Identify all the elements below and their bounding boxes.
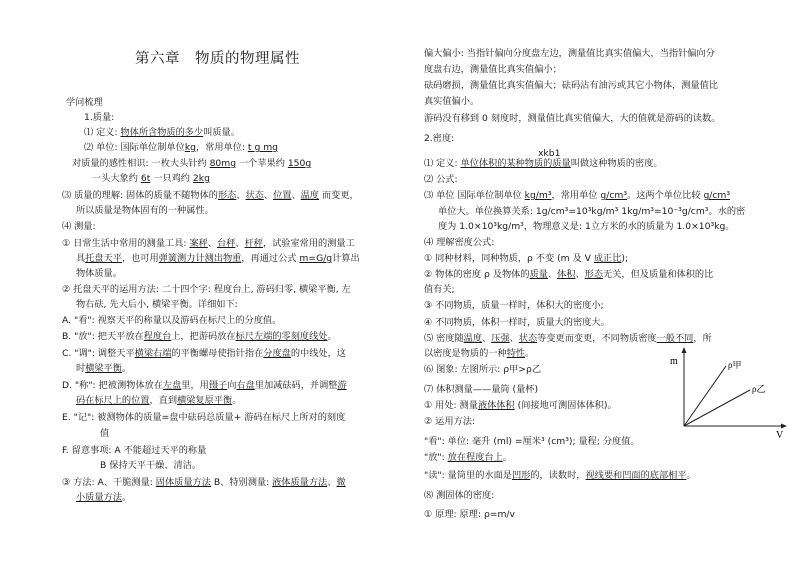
text-segment: ⑴ 定义:	[84, 127, 121, 138]
text-segment: ② 托盘天平的运用方法: 二十四个字: 程度台上, 游码归零, 横梁平衡, 左	[62, 284, 351, 295]
underlined-term: 横梁平衡	[85, 363, 122, 374]
text-segment: ，试验室常用的测量工	[262, 238, 355, 249]
text-segment: xkb1	[538, 148, 561, 159]
underlined-term: 物体所含物质的多少	[120, 127, 204, 138]
underlined-term: 案秤	[189, 238, 208, 249]
text-segment: ① 用处: 测量	[424, 400, 478, 411]
text-segment: 以密度是物质的一种	[424, 348, 507, 359]
left-line	[62, 348, 346, 360]
text-segment: F. 留意事项: A 不能超过天平的称量	[62, 445, 207, 456]
left-line	[84, 142, 278, 154]
text-segment: 具	[76, 253, 86, 264]
text-segment: 所以质量是物体固有的一种属性。	[76, 205, 214, 216]
underlined-term: 6t	[140, 173, 151, 184]
text-segment: B 保持天平干燥、清洁。	[100, 460, 202, 471]
right-line	[424, 64, 562, 76]
text-segment: (间接地可测固体体积)。	[514, 400, 617, 411]
underlined-term: 位置	[273, 190, 292, 201]
text-segment: ① 同种材料，同种物质，ρ 不变 (m 及 V	[424, 253, 594, 264]
underlined-term: kg/m³	[524, 190, 552, 201]
text-segment: ⑴ 定义:	[424, 158, 461, 169]
text-segment: ⑺ 体积测量——量筒 (量杯)	[424, 384, 539, 395]
right-line	[424, 400, 617, 412]
left-line	[76, 205, 214, 217]
text-segment: B. "放": 把天平放在	[62, 331, 144, 342]
underlined-term: 托盘天平	[85, 253, 122, 264]
underlined-term: 放在程度台上	[447, 452, 503, 463]
left-line	[76, 363, 131, 375]
text-segment: 里，用	[181, 380, 209, 391]
right-line	[424, 384, 538, 396]
text-segment: 偏大偏小: 当指针偏向分度盘左边，测量值比真实值偏大，当指针偏向分	[424, 48, 715, 59]
text-segment: ① 原理: 原理: ρ=m/v	[424, 509, 515, 520]
underlined-term: 150g	[287, 158, 312, 169]
text-segment: A. "看": 视察天平的称量以及游码在标尺上的分度值。	[62, 315, 282, 326]
underlined-term: 状态	[245, 190, 264, 201]
text-segment: ，常用单位	[551, 190, 601, 201]
right-line	[424, 490, 494, 502]
left-line	[76, 299, 238, 311]
underlined-term: 固体质量方法	[155, 477, 211, 488]
underlined-term: 横梁复原平衡	[177, 395, 233, 406]
right-line	[424, 416, 475, 428]
text-segment: 的平衡螺母使指针指在	[171, 348, 264, 359]
underlined-term: 形态	[217, 190, 237, 201]
left-line	[62, 315, 281, 327]
right-line	[424, 133, 454, 145]
label-rho-b: ρ乙	[752, 384, 766, 394]
text-segment: 的中线处，这	[290, 348, 346, 359]
underlined-term: 压强	[491, 333, 510, 344]
underlined-term: 左盘	[162, 380, 182, 391]
underlined-term: 横梁右端	[134, 348, 172, 359]
right-line	[424, 48, 715, 60]
text-segment: 、	[291, 190, 301, 201]
underlined-term: 小质量方法	[76, 492, 122, 503]
underlined-term: 温度	[300, 190, 319, 201]
text-segment: ，所	[693, 333, 712, 344]
text-segment: 一头大象约	[92, 173, 141, 184]
text-segment: ⑸ 密度随	[424, 333, 464, 344]
left-line	[62, 412, 345, 424]
text-segment: D. "称": 把被测物体放在	[62, 380, 163, 391]
underlined-term: 标尺左端的零刻度线处	[235, 331, 328, 342]
right-line	[424, 96, 479, 108]
x-arrow-icon	[781, 424, 787, 429]
text-segment: 度盘右边，测量值比真实值偏小；	[424, 64, 562, 75]
text-segment: 、	[547, 269, 558, 280]
underlined-term: 形态	[584, 269, 604, 280]
text-segment: 、	[235, 238, 245, 249]
underlined-term: 台秤	[217, 238, 236, 249]
right-line	[424, 80, 718, 92]
text-segment: 的，读数时，	[530, 470, 586, 481]
left-line	[62, 380, 347, 392]
text-segment: ③ 方法: A、干脆测量:	[62, 477, 156, 488]
text-segment: ⑶ 单位 国际单位制单位	[424, 190, 525, 201]
text-segment: 值	[100, 428, 110, 439]
left-line	[76, 268, 122, 280]
text-segment: ① 日常生活中常用的测量工具:	[62, 238, 190, 249]
text-segment: ④ 不同物质，体积一样时，质量大的密度大。	[424, 317, 610, 328]
text-segment: 。	[502, 452, 512, 463]
text-segment: 一个苹果约	[236, 158, 288, 169]
text-segment: ⑷ 理解密度公式:	[424, 237, 495, 248]
text-segment: 、	[236, 190, 246, 201]
left-line	[76, 395, 241, 407]
text-segment: 一只鸡约	[150, 173, 193, 184]
left-line	[92, 173, 210, 185]
text-segment: );	[621, 253, 629, 264]
right-line	[424, 269, 713, 281]
text-segment: "放":	[424, 452, 448, 463]
text-segment: 。	[232, 395, 242, 406]
left-line	[66, 97, 103, 109]
text-segment: 。	[121, 492, 132, 503]
left-line	[84, 127, 240, 139]
text-segment: ，也可用	[121, 253, 159, 264]
underlined-term: 液体体积	[477, 400, 515, 411]
right-line	[424, 364, 541, 376]
text-segment: 叫做这种物质的密度。	[570, 158, 663, 169]
text-segment: ② 物体的密度 ρ 及物体的	[424, 269, 530, 280]
text-segment: 单位大。单位换算关系: 1g/cm³=10³kg/m³ 1kg/m³=10⁻³g/cm³。水的密	[438, 206, 746, 217]
underlined-term: 微	[336, 477, 346, 488]
text-segment: 物右砝, 先大后小, 横梁平衡。详细如下:	[76, 299, 238, 310]
text-segment: 、	[482, 333, 492, 344]
underlined-term: 游	[337, 380, 347, 391]
underlined-term: t g mg	[247, 142, 278, 153]
text-segment: 、	[207, 238, 217, 249]
text-segment: 、	[327, 477, 337, 488]
left-line	[84, 112, 114, 124]
underlined-term: 弹簧测力计测出物重	[158, 253, 242, 264]
left-line	[100, 428, 109, 440]
underlined-term: 2kg	[192, 173, 210, 184]
text-segment: ③ 不同物质，质量一样时，体积大的密度小;	[424, 300, 604, 311]
text-segment: 、	[575, 269, 585, 280]
underlined-term: m=G/g	[299, 253, 333, 264]
left-line	[100, 460, 201, 472]
right-line	[424, 452, 512, 464]
text-segment: 值有关;	[424, 284, 455, 295]
text-segment: 。这两个单位比较	[627, 190, 704, 201]
text-segment: ⑵ 单位: 国际单位制单位	[84, 142, 185, 153]
right-line	[438, 221, 734, 233]
text-segment: ，常用单位:	[195, 142, 248, 153]
right-line	[424, 470, 696, 482]
right-line	[424, 190, 730, 202]
left-line	[62, 284, 351, 296]
underlined-term: 温度	[463, 333, 483, 344]
text-segment: 游码没有移到 0 刻度时，测量值比真实值偏大，大的值就是游码的读数。	[424, 113, 721, 124]
right-line	[424, 317, 610, 329]
text-segment: ，再通过公式	[241, 253, 300, 264]
underlined-term: 视线要和凹面的底部相平	[585, 470, 687, 481]
text-segment: ⑷ 测量:	[62, 221, 96, 232]
text-segment: ，直到	[149, 395, 178, 406]
text-segment: 学问梳理	[66, 97, 103, 108]
right-line	[424, 348, 534, 360]
right-line	[424, 509, 515, 521]
underlined-term: 分度盘	[263, 348, 291, 359]
underlined-term: 体积	[557, 269, 576, 280]
underlined-term: 杆秤	[244, 238, 263, 249]
underlined-term: 状态	[518, 333, 538, 344]
text-segment: 里加减砝码，并调整	[254, 380, 338, 391]
left-line	[62, 221, 96, 233]
text-segment: 。	[327, 331, 337, 342]
text-segment: 上，把游码放在	[171, 331, 236, 342]
right-line	[424, 237, 494, 249]
left-line	[72, 158, 311, 170]
right-line	[438, 206, 745, 218]
chapter-title: 第六章 物质的物理属性	[135, 51, 300, 67]
text-segment: 时	[76, 363, 86, 374]
text-segment: ⑶ 质量的理解: 固体的质量不随物体的	[62, 190, 218, 201]
left-line	[62, 190, 359, 202]
underlined-term: 程度台	[143, 331, 172, 342]
left-line	[62, 238, 355, 250]
right-line	[424, 113, 721, 125]
text-segment: 无关，但及质量和体积的比	[603, 269, 714, 280]
underlined-term: 镊子	[208, 380, 228, 391]
underlined-term: 一般不同	[656, 333, 694, 344]
underlined-term: 成正比	[593, 253, 622, 264]
text-segment: C. "调": 调整天平	[62, 348, 135, 359]
text-segment: 等变更而变更，不同物质密度	[537, 333, 657, 344]
underlined-term: 凹形	[511, 470, 531, 481]
text-segment: 叫质量。	[203, 127, 240, 138]
right-line	[424, 174, 458, 186]
underlined-term: kg	[184, 142, 196, 153]
text-segment: 向	[227, 380, 237, 391]
text-segment: 。	[686, 470, 696, 481]
left-line	[62, 331, 337, 343]
underlined-term: 液体质量方法	[272, 477, 328, 488]
y-arrow-icon	[682, 347, 687, 353]
x-axis-label: V	[776, 430, 784, 441]
left-line	[76, 492, 131, 504]
text-segment: 、	[263, 190, 274, 201]
text-segment: ⑵ 公式:	[424, 174, 458, 185]
right-line	[424, 284, 455, 296]
underlined-term: 单位体积的某种物质的质量	[460, 158, 571, 169]
label-rho-a: ρ甲	[728, 360, 742, 370]
text-segment: "看": 单位: 毫升 (ml) =厘米³ (cm³); 量程; 分度值。	[424, 436, 640, 447]
text-segment: ⑻ 测固体的密度:	[424, 490, 495, 501]
text-segment: 对质量的感性相识: 一枚大头针约	[72, 158, 210, 169]
left-line	[62, 445, 206, 457]
text-segment: 。	[121, 363, 132, 374]
text-segment: 2.密度:	[424, 133, 455, 144]
underlined-term: 质量	[529, 269, 548, 280]
text-segment: B、特别测量:	[210, 477, 273, 488]
y-axis-label: m	[670, 356, 678, 367]
text-segment: 物体质量。	[76, 268, 122, 279]
underlined-term: g/cm³	[600, 190, 628, 201]
right-line	[424, 300, 604, 312]
text-segment: ② 运用方法:	[424, 416, 476, 427]
underlined-term: g/cm³	[703, 190, 731, 201]
left-line	[62, 477, 346, 489]
underlined-term: 右盘	[236, 380, 255, 391]
text-segment: 、	[509, 333, 519, 344]
text-segment: 1.质量:	[84, 112, 115, 123]
left-line	[76, 253, 360, 265]
text-segment: 而变更，	[319, 190, 359, 201]
text-segment: 。	[525, 348, 535, 359]
line-rho-a	[684, 366, 726, 426]
density-graph	[662, 344, 792, 441]
underlined-term: 码在标尺上的位置	[76, 395, 150, 406]
text-segment: 计算出	[332, 253, 360, 264]
underlined-term: 80mg	[209, 158, 237, 169]
right-line	[424, 158, 663, 170]
text-segment: 真实值偏小。	[424, 96, 480, 107]
text-segment: E. "记": 被测物体的质量=盘中砝码总质量+ 游码在标尺上所对的刻度	[62, 412, 346, 423]
right-line	[424, 253, 628, 265]
text-segment: 砝码磨损，测量值比真实值偏大；砝码沾有油污或其它小物体，测量值比	[424, 80, 718, 91]
right-line	[424, 333, 712, 345]
right-line	[424, 436, 640, 448]
line-rho-b	[684, 390, 750, 426]
text-segment: ⑹ 图象: 左图所示: ρ甲>ρ乙	[424, 364, 542, 375]
underlined-term: 特性	[506, 348, 526, 359]
text-segment: "读": 量筒里的水面是	[424, 470, 512, 481]
text-segment: 度为 1.0×10³kg/m³，物理意义是: 1立方米的水的质量为 1.0×10³kg。	[438, 221, 735, 232]
